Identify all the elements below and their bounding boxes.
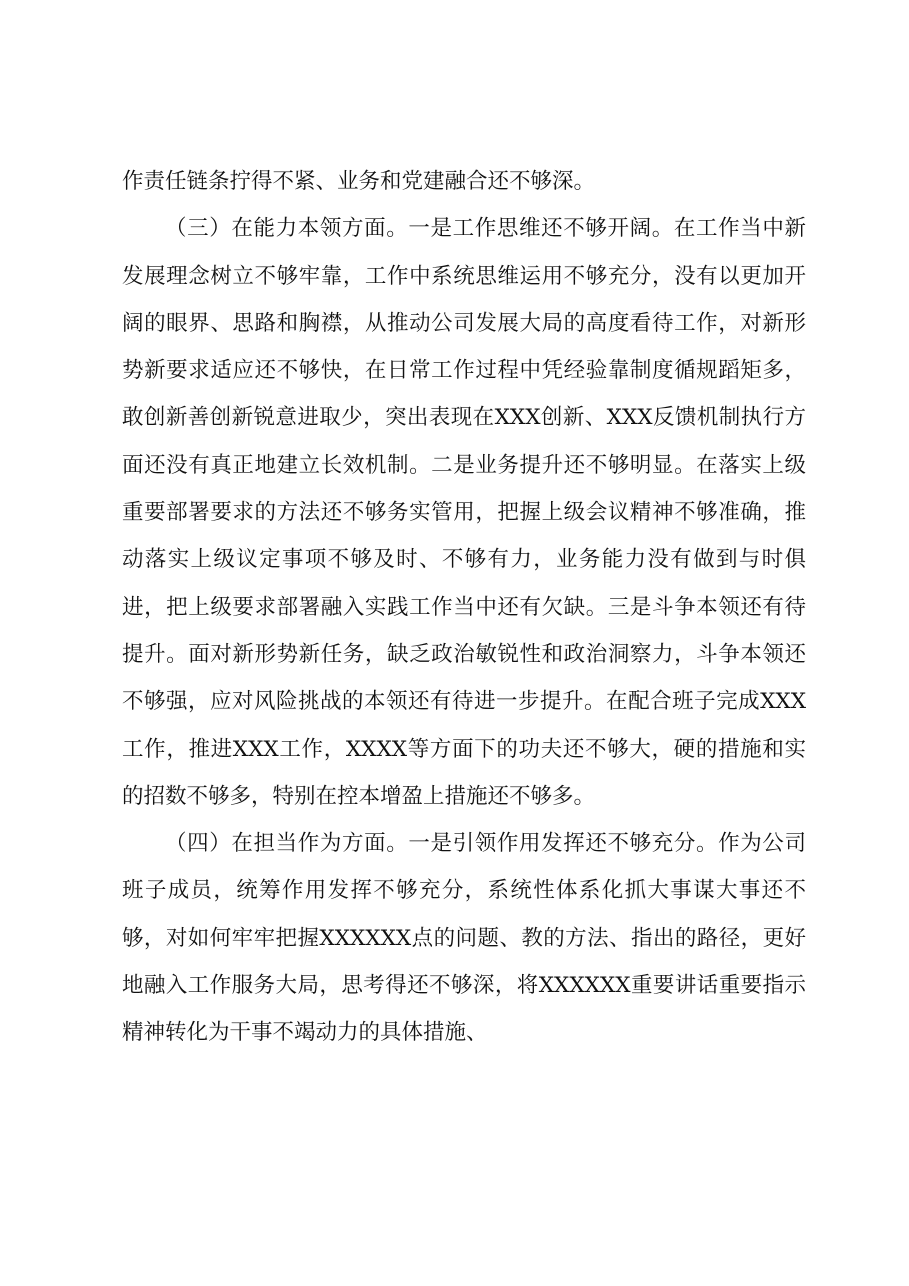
paragraph-continuation: 作责任链条拧得不紧、业务和党建融合还不够深。 [122, 169, 596, 194]
paragraph-responsibility-section: （四）在担当作为方面。一是引领作用发挥还不够充分。作为公司班子成员，统筹作用发挥不够充分，系统性体系化抓大事谋大事还不够，对如何牢牢把握XXXXXX点的问题、教的方法、指出的路径，更好地融入工作服务大局，思考得还不够深，将XXXXXX重要讲话重要指示精神转化为干事不竭动力的具体措施、 [122, 831, 806, 1046]
document-page [122, 158, 806, 1057]
paragraph-ability-section: （三）在能力本领方面。一是工作思维还不够开阔。在工作当中新发展理念树立不够牢靠，工作中系统思维运用不够充分，没有以更加开阔的眼界、思路和胸襟，从推动公司发展大局的高度看待工作，对新形势新要求适应还不够快，在日常工作过程中凭经验靠制度循规蹈矩多，敢创新善创新锐意进取少，突出表现在XXX创新、XXX反馈机制执行方面还没有真正地建立长效机制。二是业务提升还不够明显。在落实上级重要部署要求的方法还不够务实管用，把握上级会议精神不够准确，推动落实上级议定事项不够及时、不够有力，业务能力没有做到与时俱进，把上级要求部署融入实践工作当中还有欠缺。三是斗争本领还有待提升。面对新形势新任务，缺乏政治敏锐性和政治洞察力，斗争本领还不够强，应对风险挑战的本领还有待进一步提升。在配合班子完成XXX工作，推进XXX工作，XXXX等方面下的功夫还不够大，硬的措施和实的招数不够多，特别在控本增盈上措施还不够多。 [122, 216, 806, 809]
